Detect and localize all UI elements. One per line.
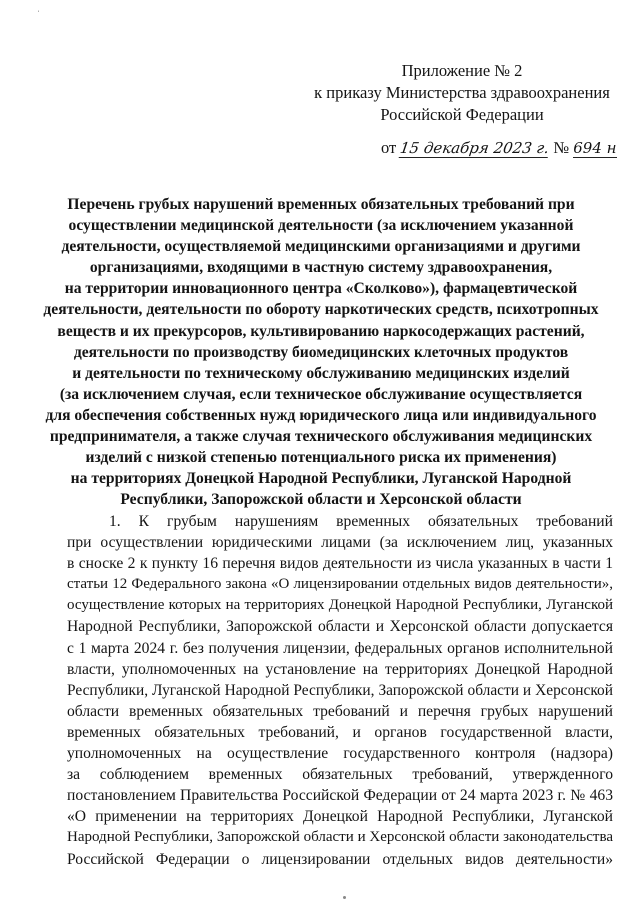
appendix-federation: Российской Федерации — [380, 105, 544, 124]
title-line: веществ и их прекурсоров, культивированию наркосодержащих растений, — [57, 322, 585, 340]
title-line: для обеспечения собственных нужд юридического лица или индивидуального — [45, 406, 597, 424]
appendix-order-of: к приказу Министерства здравоохранения — [314, 83, 610, 102]
title-line: предпринимателя, а также случая технического обслуживания медицинских — [49, 428, 593, 446]
corner-tick-mark: ˈ — [37, 9, 40, 19]
scan-dot — [343, 896, 346, 899]
paragraph-line: Российской Федерации о лицензировании отдельных видов деятельности» — [67, 850, 613, 868]
paragraph-line: в сноске 2 к пункту 16 перечня видов деятельности из числа указанных в части 1 — [67, 555, 613, 573]
paragraph-line: за соблюдением временных обязательных требований, утвержденного — [67, 766, 613, 784]
appendix-header — [312, 60, 612, 126]
paragraph-line: «О применении на территориях Донецкой Народной Республики, Луганской — [67, 808, 613, 826]
title-line: изделий с низкой степенью потенциального риска их применения) — [85, 449, 557, 467]
document-body — [67, 511, 613, 870]
document-title — [40, 194, 602, 510]
paragraph-1-first-line: 1. К грубым нарушениям временных обязательных требований — [109, 513, 613, 530]
order-date-number — [381, 138, 617, 158]
paragraph-line: осуществление которых на территориях Донецкой Народной Республики, Луганской — [67, 597, 613, 614]
paragraph-line: власти, уполномоченных на установление на территориях Донецкой Народной — [67, 660, 613, 678]
paragraph-line: статьи 12 Федерального закона «О лицензировании отдельных видов деятельности», — [67, 576, 613, 593]
paragraph-line: при осуществлении юридическими лицами (за исключением лиц, указанных — [67, 534, 613, 552]
title-line: на территориях Донецкой Народной Республики, Луганской Народной — [70, 470, 572, 488]
title-line: организациями, входящими в частную систему здравоохранения, — [89, 259, 553, 277]
title-line: (за исключением случая, если техническое обслуживание осуществляется — [59, 385, 583, 403]
paragraph-line: уполномоченных на осуществление государственного контроля (надзора) — [67, 745, 613, 763]
appendix-number: Приложение № 2 — [401, 61, 523, 80]
handwritten-order-number: 694 н — [573, 139, 617, 157]
title-line: Перечень грубых нарушений временных обязательных требований при — [67, 196, 575, 213]
title-line: на территории инновационного центра «Сколково»), фармацевтической — [64, 280, 578, 298]
title-line: деятельности, осуществляемой медицинскими организациями и другими — [61, 238, 581, 256]
paragraph-line: постановлением Правительства Российской Федерации от 24 марта 2023 г. № 463 — [67, 787, 613, 805]
paragraph-line: Республики, Луганской Народной Республики, Запорожской области и Херсонской — [67, 681, 613, 699]
paragraph-line: временных обязательных требований, и органов государственной власти, — [67, 723, 613, 741]
title-line: осуществлении медицинской деятельности (за исключением указанной — [68, 217, 574, 235]
paragraph-line: области временных обязательных требований и перечня грубых нарушений — [67, 702, 613, 720]
title-line: и деятельности по техническому обслуживанию медицинских изделий — [72, 364, 570, 382]
paragraph-line: с 1 марта 2024 г. без получения лицензии, федеральных органов исполнительной — [67, 639, 613, 657]
title-line: Республики, Запорожской области и Херсонской области — [120, 491, 522, 509]
order-prefix: от — [381, 138, 397, 157]
title-line: деятельности, деятельности по обороту наркотических средств, психотропных — [43, 301, 599, 319]
paragraph-line: Народной Республики, Запорожской области и Херсонской области допускается — [67, 618, 613, 636]
paragraph-line: Народной Республики, Запорожской области и Херсонской области законодательства — [67, 829, 613, 846]
handwritten-order-date: 15 декабря 2023 г. — [399, 139, 551, 157]
title-line: деятельности по производству биомедицинских клеточных продуктов — [73, 343, 569, 361]
order-number-sign: № — [553, 138, 570, 157]
